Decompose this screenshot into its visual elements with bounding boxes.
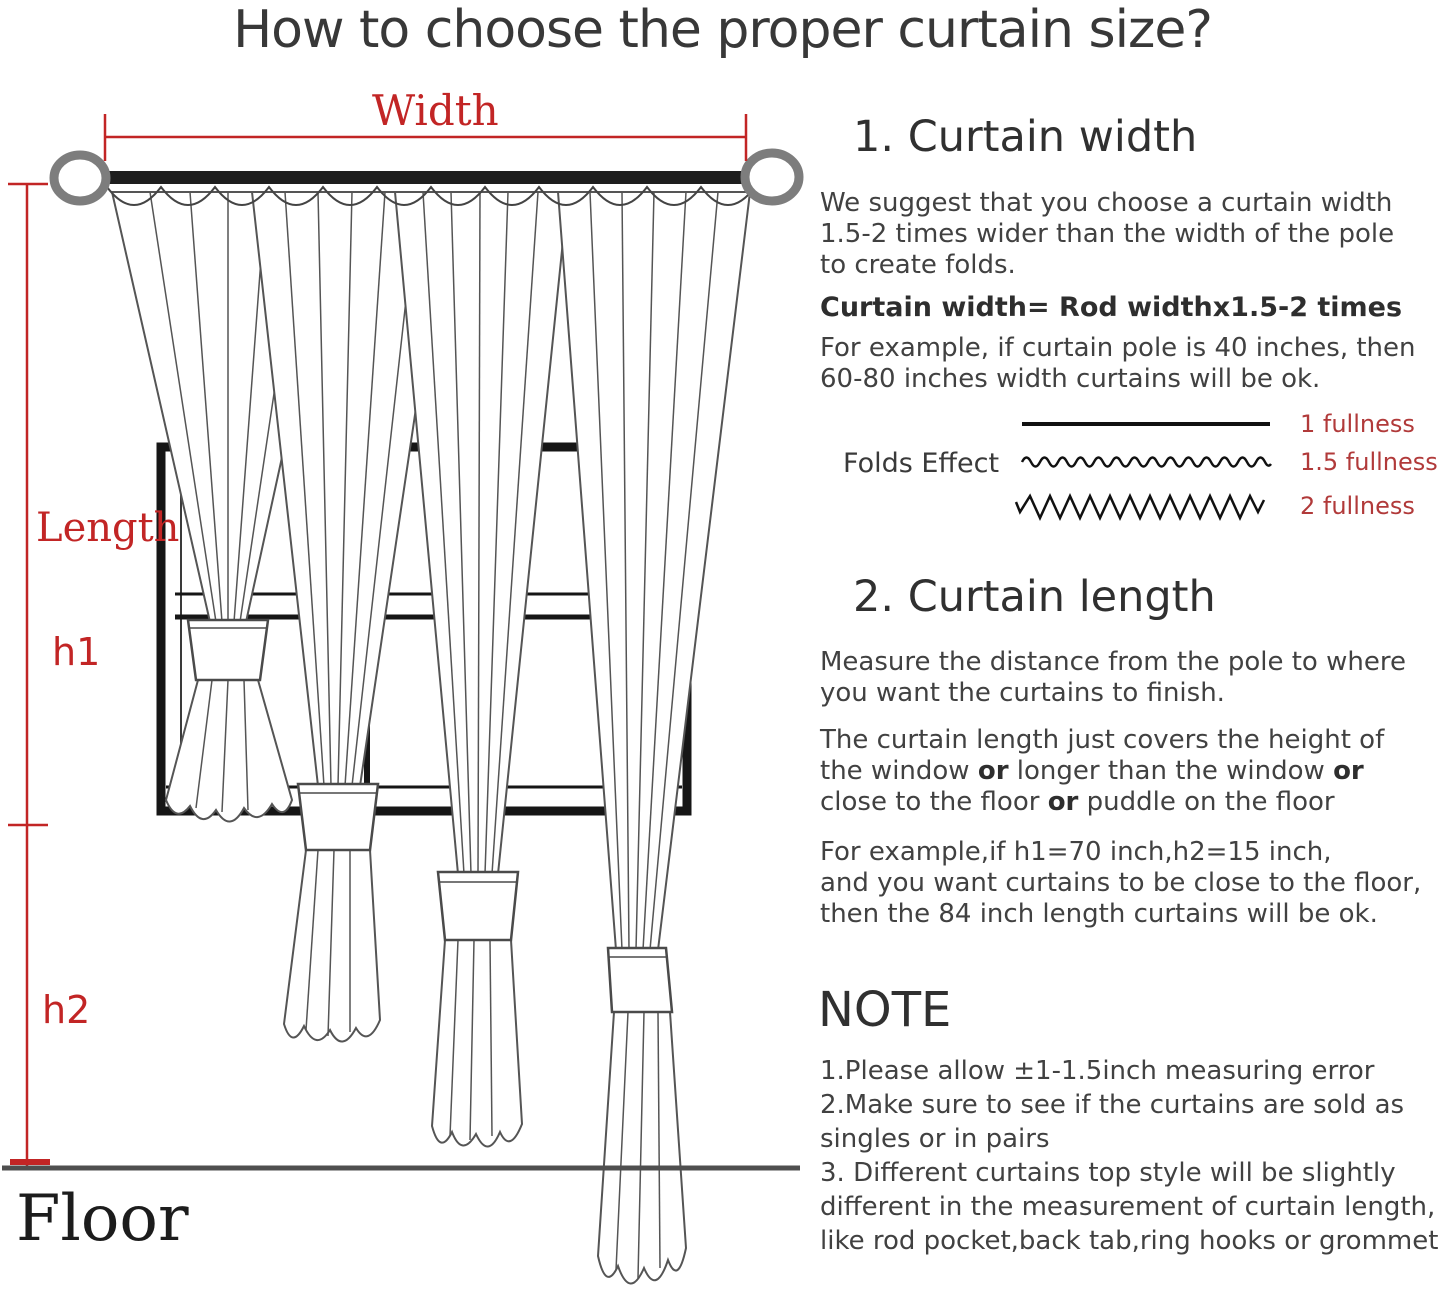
tieback <box>298 784 378 850</box>
fullness-label: 1.5 fullness <box>1300 448 1438 476</box>
section2-heading: 2. Curtain length <box>853 572 1216 622</box>
text-segment: the window <box>820 756 978 786</box>
text-line: 1.Please allow ±1-1.5inch measuring error <box>820 1056 1375 1086</box>
text-line: For example, if curtain pole is 40 inches, then <box>820 333 1416 363</box>
h1-label: h1 <box>52 630 101 674</box>
text-segment: longer than the window <box>1008 756 1334 786</box>
text-segment-bold: or <box>1333 756 1364 786</box>
text-line: like rod pocket,back tab,ring hooks or grommet <box>820 1226 1439 1256</box>
section1-example <box>820 333 1416 395</box>
text-line: We suggest that you choose a curtain width <box>820 188 1393 218</box>
fullness-line-straight <box>1020 418 1272 430</box>
curtain-bunch <box>558 192 750 1284</box>
text-line: 60-80 inches width curtains will be ok. <box>820 364 1321 394</box>
section2-example <box>820 837 1421 930</box>
text-line <box>820 787 1384 818</box>
fullness-label: 2 fullness <box>1300 492 1415 520</box>
text-segment: puddle on the floor <box>1078 787 1335 817</box>
note-heading: NOTE <box>818 982 952 1038</box>
text-line: 3. Different curtains top style will be slightly <box>820 1158 1396 1188</box>
text-line: singles or in pairs <box>820 1124 1050 1154</box>
text-line: and you want curtains to be close to the floor, <box>820 868 1422 898</box>
fullness-line-wavy <box>1020 452 1272 472</box>
curtain-bunch <box>395 192 568 1147</box>
text-line: 1.5-2 times wider than the width of the pole <box>820 219 1395 249</box>
text-segment: close to the floor <box>820 787 1048 817</box>
folds-effect-label: Folds Effect <box>843 448 1000 479</box>
text-line: different in the measurement of curtain length, <box>820 1192 1436 1222</box>
width-label: Width <box>372 86 499 135</box>
curtain-rod <box>100 171 753 184</box>
floor-label: Floor <box>16 1182 189 1256</box>
width-formula: Curtain width= Rod widthx1.5-2 times <box>820 292 1403 323</box>
fullness-label: 1 fullness <box>1300 410 1415 438</box>
rod-ring-left <box>54 155 106 201</box>
h2-label: h2 <box>42 988 91 1032</box>
text-segment-bold: or <box>977 756 1009 786</box>
length-label: Length <box>36 505 180 551</box>
text-line: 2.Make sure to see if the curtains are sold as <box>820 1090 1405 1120</box>
section1-heading: 1. Curtain width <box>853 112 1198 162</box>
text-line: Measure the distance from the pole to where <box>820 647 1406 677</box>
fullness-line-zigzag <box>1012 490 1274 524</box>
text-segment-bold: or <box>1047 787 1079 817</box>
section2-paragraph1 <box>820 647 1406 709</box>
section1-paragraph <box>820 188 1394 281</box>
text-line: The curtain length just covers the height of <box>820 725 1385 755</box>
section2-paragraph2 <box>820 725 1384 818</box>
tieback <box>188 620 268 680</box>
text-line: to create folds. <box>820 250 1016 280</box>
text-line: For example,if h1=70 inch,h2=15 inch, <box>820 837 1332 867</box>
text-line: you want the curtains to finish. <box>820 678 1225 708</box>
page-title: How to choose the proper curtain size? <box>233 0 1212 60</box>
text-line <box>820 756 1384 787</box>
rod-ring-right <box>745 153 799 201</box>
text-line: then the 84 inch length curtains will be ok. <box>820 899 1378 929</box>
note-body <box>820 1054 1438 1258</box>
